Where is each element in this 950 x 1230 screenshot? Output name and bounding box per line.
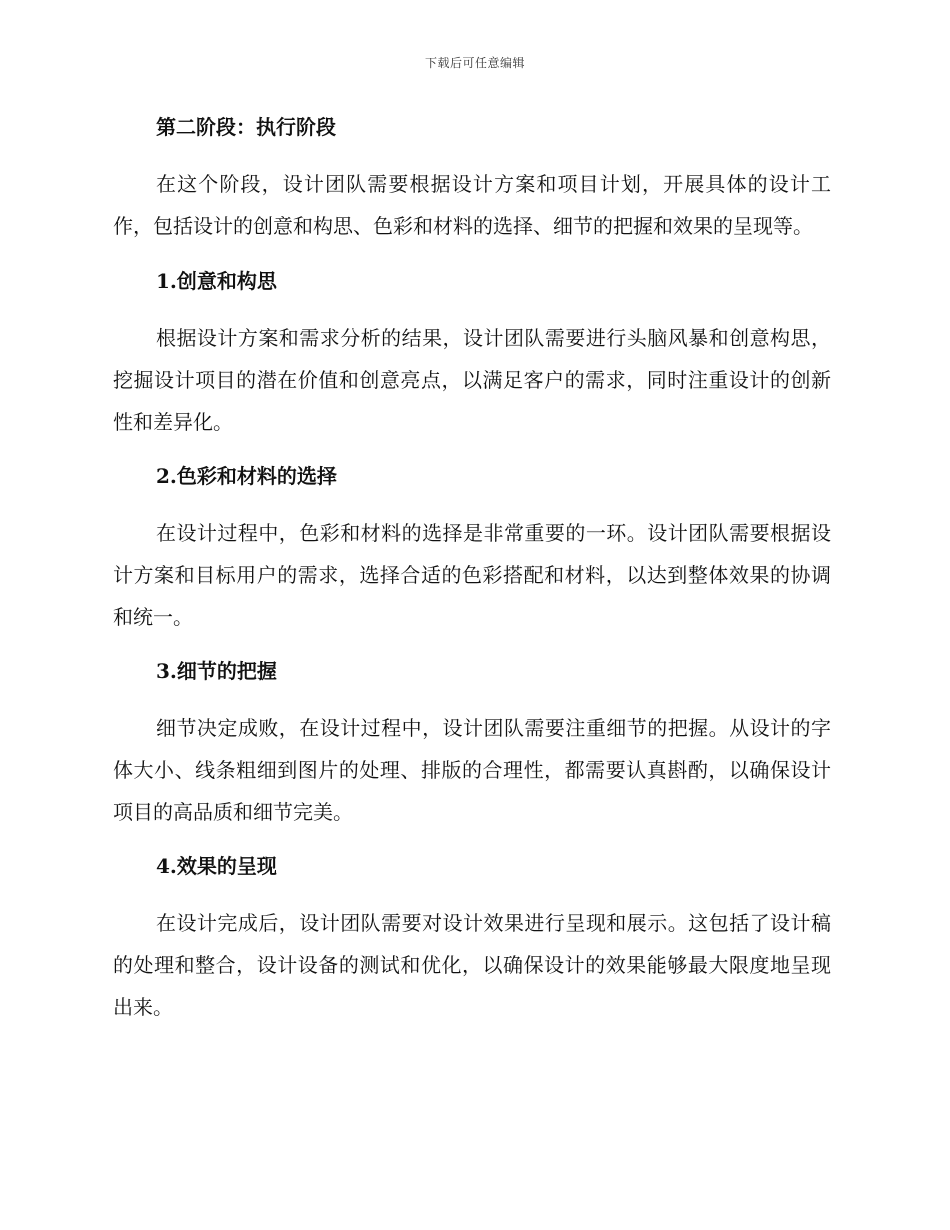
subsection-heading-4: 4.效果的呈现 [156, 854, 277, 878]
page-header: 下载后可任意编辑 [424, 56, 525, 70]
subsection-body-2: 在设计过程中，色彩和材料的选择是非常重要的一环。设计团队需要根据设计方案和目标用户的需求，选择合适的色彩搭配和材料，以达到整体效果的协调和统一。 [113, 521, 831, 629]
section-title: 第二阶段：执行阶段 [156, 115, 336, 139]
subsection-heading-3: 3.细节的把握 [156, 659, 277, 683]
document-body [113, 108, 831, 1028]
subsection-heading-1: 1.创意和构思 [156, 269, 277, 293]
subsection-body-4: 在设计完成后，设计团队需要对设计效果进行呈现和展示。这包括了设计稿的处理和整合，设计设备的测试和优化，以确保设计的效果能够最大限度地呈现出来。 [113, 911, 831, 1019]
subsection-body-1: 根据设计方案和需求分析的结果，设计团队需要进行头脑风暴和创意构思，挖掘设计项目的潜在价值和创意亮点，以满足客户的需求，同时注重设计的创新性和差异化。 [113, 326, 831, 434]
section-intro-paragraph: 在这个阶段，设计团队需要根据设计方案和项目计划，开展具体的设计工作，包括设计的创意和构思、色彩和材料的选择、细节的把握和效果的呈现等。 [113, 172, 831, 238]
subsection-body-3: 细节决定成败，在设计过程中，设计团队需要注重细节的把握。从设计的字体大小、线条粗细到图片的处理、排版的合理性，都需要认真斟酌，以确保设计项目的高品质和细节完美。 [113, 716, 831, 824]
subsection-heading-2: 2.色彩和材料的选择 [156, 464, 337, 488]
